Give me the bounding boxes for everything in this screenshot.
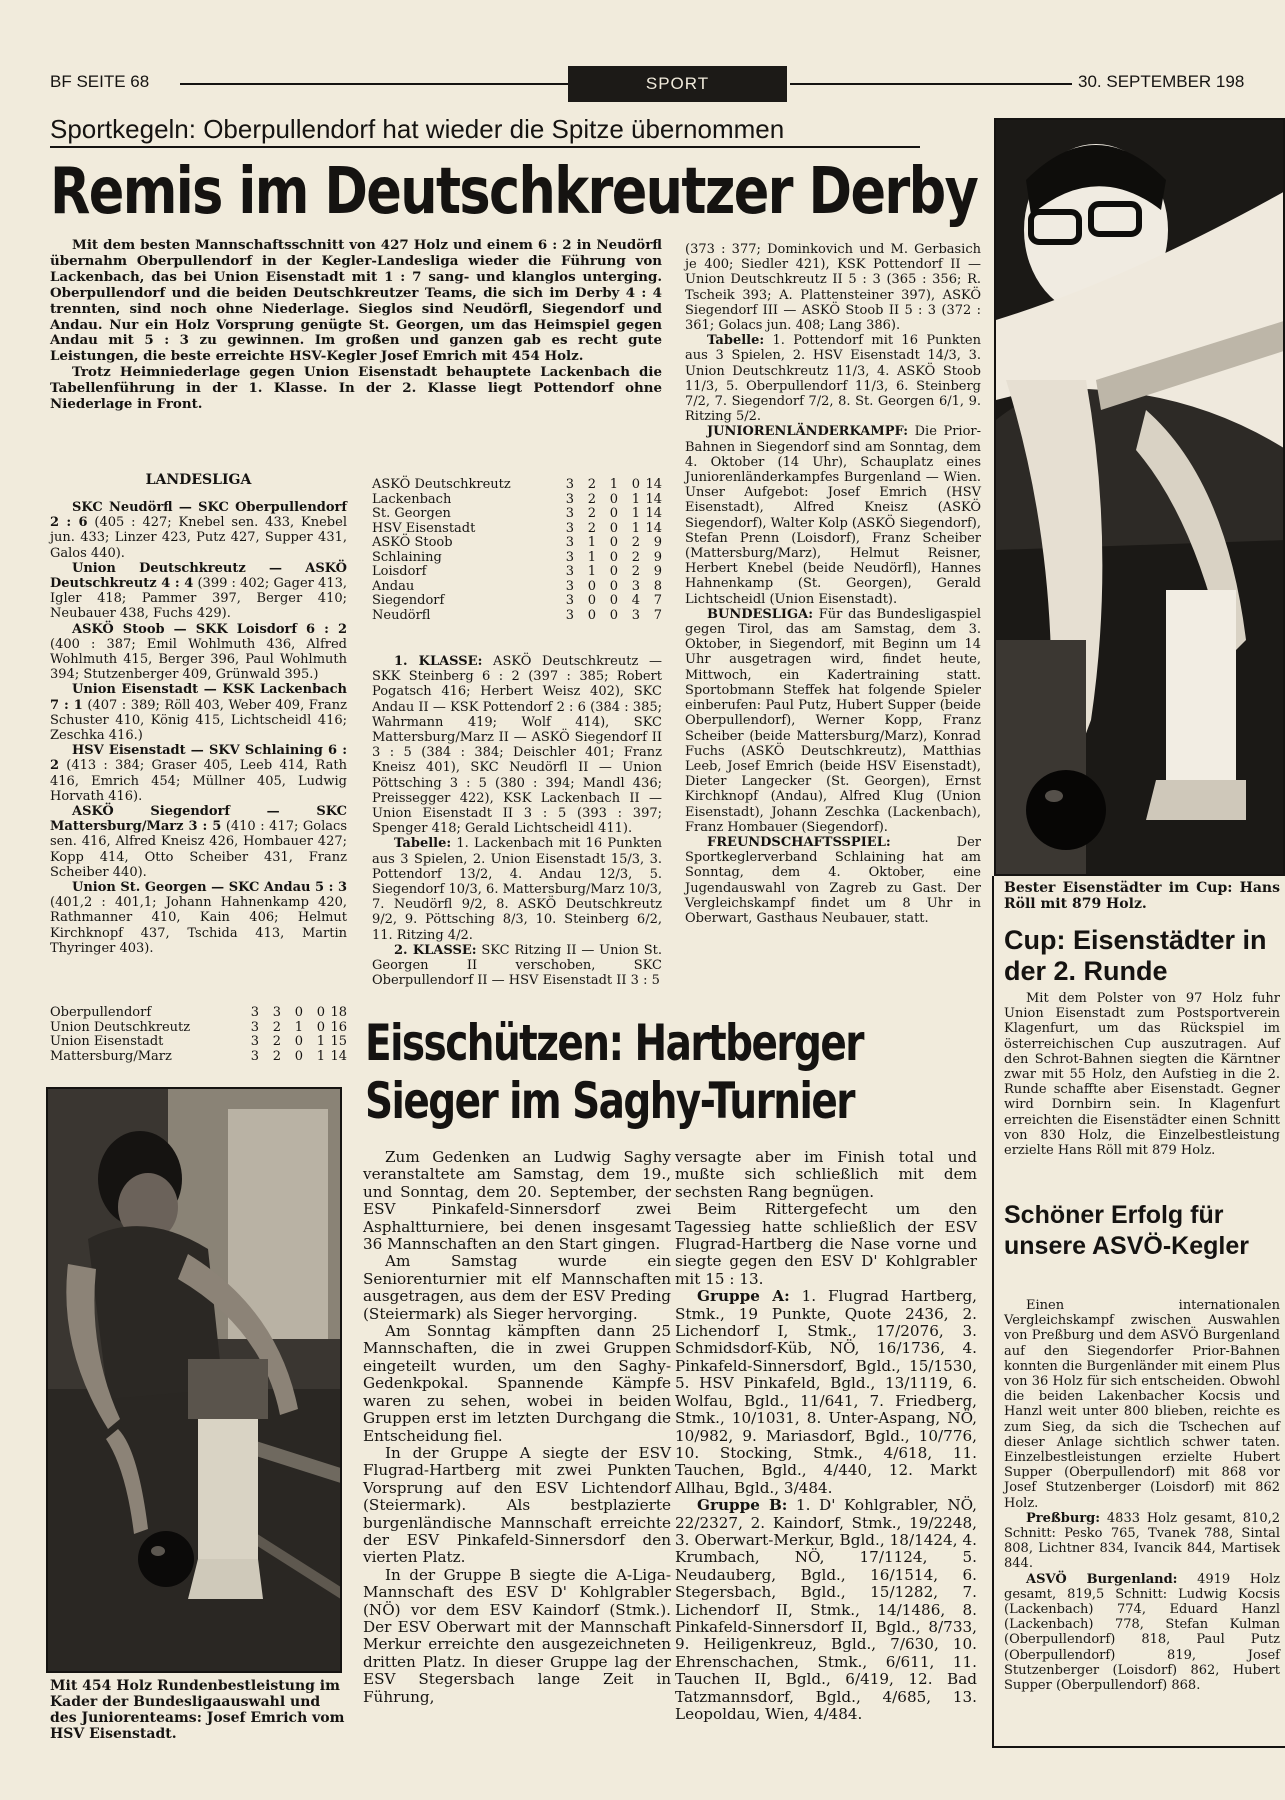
gruppe-a-text: 1. Flugrad Hartberg, Stmk., 19 Punkte, Quote 2436, 2. Lichendorf I, Stmk., 17/2076, 3. Schmidsdorf-Küb, NÖ, 16/1736, 4. Pinkafeld-Sinnersdorf, Bgld., 15/1530, 5. HSV Pinkafeld, Bgld., 13/1119, 6. Wolfau, Bgld., 11/641, 7. Friedberg, Stmk., 10/1031, 8. Unter-Aspang, NÖ, 10/982, 9. Mariasdorf, Bgld., 10/776, 10. Stocking, Stmk., 4/618, 11. Tauchen, Bgld., 4/440, 12. Markt Allhau, Bgld., 3/484. bbox=[675, 1287, 977, 1497]
team-name: Union Deutschkreutz bbox=[50, 1019, 191, 1035]
lead-block bbox=[50, 238, 662, 413]
klasse2-text: SKC Ritzing II — Union St. Georgen II verschoben, SKC Oberpullendorf II — HSV Eisenstadt II 3 : 5 bbox=[372, 942, 662, 989]
standings-row bbox=[372, 551, 662, 566]
standings-value: 3 bbox=[250, 1005, 259, 1020]
standings-value: 16 bbox=[330, 1019, 347, 1035]
team-name: St. Georgen bbox=[372, 506, 451, 521]
team-name: Schlaining bbox=[372, 549, 442, 565]
standings-value: 0 bbox=[294, 1048, 303, 1064]
col3-junioren-text: Die Prior-Bahnen in Siegendorf sind am Sonntag, dem 4. Oktober (14 Uhr), Schauplatz eines Juniorenländerkampfes Burgenland — Wien. Unser Aufgebot: Josef Emrich (HSV Eisenstadt), Alfred Kneisz (ASKÖ Siegendorf), Walter Kolp (ASKÖ Siegendorf), Stefan Prenn (Loisdorf), Franz Scheiber (Mattersburg/Marz), Helmut Reisner, Herbert Knebel (beide Neudörfl), Hannes Hahnenkamp (St. Georgen), Gerald Lichtscheidl (Union Eisenstadt). bbox=[685, 424, 981, 607]
klasse-column bbox=[372, 654, 662, 988]
standings-value: 1 bbox=[587, 549, 596, 565]
standings-value: 2 bbox=[631, 549, 640, 565]
standings-value: 0 bbox=[587, 593, 596, 608]
result-text: (405 : 427; Knebel sen. 433, Knebel jun. 433; Linzer 423, Putz 427, Supper 431, Galos 440). bbox=[50, 515, 347, 561]
standings-value: 1 bbox=[587, 564, 596, 579]
gruppe-a-paragraph bbox=[675, 1288, 977, 1497]
standings-value: 0 bbox=[587, 578, 596, 594]
eis-col2-text-a: versagte aber im Finish total und mußte sich schließlich mit dem sechsten Rang begnügen. bbox=[675, 1148, 977, 1201]
standings-value: 7 bbox=[653, 607, 662, 623]
asvoe-text: Einen internationalen Vergleichskampf zwischen Auswahlen von Preßburg und dem ASVÖ Burgenland auf den Siegendorfer Prior-Bahnen konnten die Burgenländer mit einem Plus von 36 Holz für sich entscheiden. Obwohl die beiden Lakenbacher Kocsis und Hanzl weit unter 800 blieben, reichte es zum Sieg, da sich die Tschechen auf dieser Anlage sichtlich schwer taten. Einzelbestleistungen erzielte Hubert Supper (Oberpullendorf) mit 868 vor Josef Stutzenberger (Loisdorf) mit 862 Holz. bbox=[1004, 1298, 1280, 1511]
standings-value: 2 bbox=[587, 491, 596, 507]
header-rule-left bbox=[180, 83, 568, 85]
result-head: Union St. Georgen — SKC Andau 5 : 3 bbox=[72, 880, 347, 896]
standings-value: 1 bbox=[631, 520, 640, 536]
photo-emrich bbox=[46, 1087, 342, 1673]
gruppe-b-text: 1. D' Kohlgrabler, NÖ, 22/2327, 2. Kaindorf, Stmk., 19/2248, 3. Oberwart-Merkur, Bgld., 18/1424, 4. Krumbach, NÖ, 17/1124, 5. Neudauberg, Bgld., 16/1514, 6. Stegersbach, Bgld., 15/1282, 7. Lichendorf II, Stmk., 14/1486, 8. Pinkafeld-Sinnersdorf II, Bgld., 8/733, 9. Heiligenkreuz, Bgld., 7/630, 10. Ehrenschachen, Stmk., 6/611, 11. Tauchen II, Bgld., 6/419, 12. Bad Tatzmannsdorf, Bgld., 4/685, 13. Leopoldau, Wien, 4/484. bbox=[675, 1496, 977, 1723]
col3-bundesliga-text: Für das Bundesligaspiel gegen Tirol, das am Samstag, dem 3. Oktober, in Siegendorf, mit Beginn um 14 Uhr ausgetragen wird, findet heute, Mittwoch, ein Kadertraining statt. Sportobmann Steffek hat folgende Spieler einberufen: Paul Putz, Hubert Supper (beide Oberpullendorf), Werner Kopp, Franz Scheiber (beide Mattersburg/Marz), Konrad Fuchs (ASKÖ Deutschkreutz), Matthias Leeb, Josef Emrich (beide HSV Eisenstadt), Dieter Langecker (St. Georgen), Ernst Kirchknopf (Andau), Alfred Klug (Union Eisenstadt), Johann Zeschka (Lackenbach), Franz Hombauer (Siegendorf). bbox=[685, 606, 981, 835]
standings-value: 3 bbox=[565, 564, 574, 579]
team-name: Oberpullendorf bbox=[50, 1005, 152, 1020]
standings-row bbox=[50, 1021, 347, 1036]
standings-value: 2 bbox=[587, 506, 596, 521]
page-number: BF SEITE 68 bbox=[50, 72, 150, 91]
standings-value: 18 bbox=[330, 1005, 347, 1020]
photo-emrich-caption: Mit 454 Holz Rundenbestleistung im Kader der Bundesligaauswahl und des Juniorenteams: Josef Emrich vom HSV Eisenstadt. bbox=[50, 1678, 345, 1742]
photo-roell bbox=[994, 118, 1285, 876]
result-text: (413 : 384; Graser 405, Leeb 414, Rath 416, Emrich 454; Müllner 405, Ludwig Horvath 416). bbox=[50, 758, 347, 804]
standings-value: 2 bbox=[272, 1019, 281, 1035]
klasse1-paragraph bbox=[372, 654, 662, 836]
kicker: Sportkegeln: Oberpullendorf hat wieder die Spitze übernommen bbox=[50, 114, 785, 144]
col3-junioren-label: JUNIORENLÄNDERKAMPF: bbox=[707, 424, 909, 440]
standings-row bbox=[50, 1035, 347, 1050]
standings-value: 3 bbox=[565, 520, 574, 536]
standings-value: 14 bbox=[645, 520, 662, 536]
standings-value: 14 bbox=[645, 477, 662, 492]
standings-value: 0 bbox=[587, 607, 596, 623]
standings-value: 15 bbox=[330, 1034, 347, 1049]
col3-table-label: Tabelle: bbox=[707, 333, 765, 349]
standings-row bbox=[372, 478, 662, 493]
standings-value: 7 bbox=[653, 593, 662, 608]
standings-value: 0 bbox=[294, 1005, 303, 1020]
standings-value: 0 bbox=[316, 1005, 325, 1020]
asvoe-bgld-paragraph bbox=[1004, 1572, 1280, 1694]
standings-value: 9 bbox=[653, 535, 662, 550]
standings-value: 0 bbox=[609, 549, 618, 565]
standings-value: 9 bbox=[653, 564, 662, 579]
header-rule-right bbox=[790, 83, 1072, 85]
asvoe-bgld-label: ASVÖ Burgenland: bbox=[1026, 1571, 1178, 1587]
page-date: 30. SEPTEMBER 198 bbox=[1078, 72, 1245, 91]
headline-eisschuetzen-1: Eisschützen: Hartberger bbox=[365, 1014, 863, 1072]
standings-value: 14 bbox=[330, 1048, 347, 1064]
standings-row bbox=[50, 1006, 347, 1021]
team-name: Neudörfl bbox=[372, 607, 431, 623]
standings-table-top bbox=[50, 1006, 347, 1064]
col3-freundschaft-paragraph bbox=[685, 835, 981, 926]
col3-bundesliga-label: BUNDESLIGA: bbox=[707, 606, 813, 622]
standings-value: 9 bbox=[653, 549, 662, 565]
team-name: ASKÖ Stoob bbox=[372, 535, 453, 550]
team-name: Siegendorf bbox=[372, 593, 445, 608]
result-head: HSV Eisenstadt — SKV Schlaining 6 : 2 bbox=[50, 743, 347, 774]
result-paragraph bbox=[50, 500, 347, 561]
landesliga-title: LANDESLIGA bbox=[145, 472, 252, 488]
team-name: Andau bbox=[372, 578, 415, 594]
standings-value: 2 bbox=[587, 477, 596, 492]
team-name: ASKÖ Deutschkreutz bbox=[372, 477, 511, 492]
standings-row bbox=[372, 507, 662, 522]
cup-title: Cup: Eisenstädter in der 2. Runde bbox=[1004, 925, 1267, 986]
result-paragraph bbox=[50, 804, 347, 880]
result-text: (401,2 : 401,1; Johann Hahnenkamp 420, Rathmanner 410, Kain 406; Helmut Kirchknopf 437, Tschida 413, Martin Thyringer 403). bbox=[50, 895, 347, 956]
klasse1-label: 1. KLASSE: bbox=[394, 654, 483, 669]
landesliga-results bbox=[50, 500, 347, 956]
standings-value: 14 bbox=[645, 491, 662, 507]
team-name: Union Eisenstadt bbox=[50, 1034, 164, 1049]
photo-emrich-image bbox=[48, 1089, 342, 1673]
eis-column-2 bbox=[675, 1149, 977, 1723]
eis-paragraph: In der Gruppe A siegte der ESV Flugrad-Hartberg mit zwei Punkten Vorsprung auf den ESV Lichtendorf (Steiermark). Als bestplazierte burgenländische Mannschaft erreichte der ESV Pinkafeld-Sinnersdorf den vierten Platz. bbox=[363, 1443, 671, 1567]
klasse2-label: 2. KLASSE: bbox=[394, 942, 477, 958]
standings-value: 2 bbox=[587, 520, 596, 536]
standings-value: 0 bbox=[609, 564, 618, 579]
standings-value: 2 bbox=[272, 1034, 281, 1049]
standings-value: 14 bbox=[645, 506, 662, 521]
section-label bbox=[570, 68, 785, 100]
result-text: (400 : 387; Emil Wohlmuth 436, Alfred Wohlmuth 415, Berger 396, Paul Wohlmuth 394; Stutzenberger 409, Grünwald 395.) bbox=[50, 636, 347, 683]
right-column-bottom-rule bbox=[992, 1746, 1285, 1748]
eis-col2-text-b: Beim Rittergefecht um den Tagessieg hatte schließlich der ESV Flugrad-Hartberg die Nase vorne und siegte gegen den ESV D' Kohlgrabler mit 15 : 13. bbox=[675, 1200, 977, 1288]
standings-value: 3 bbox=[272, 1005, 281, 1020]
standings-value: 3 bbox=[631, 578, 640, 594]
standings-value: 0 bbox=[609, 520, 618, 536]
standings-row bbox=[372, 536, 662, 551]
standings-value: 1 bbox=[316, 1048, 325, 1064]
standings-value: 1 bbox=[294, 1019, 303, 1035]
standings-row bbox=[372, 522, 662, 537]
standings-value: 1 bbox=[631, 506, 640, 521]
result-text: (407 : 389; Röll 403, Weber 409, Franz Schuster 410, König 415, Lichtscheidl 416; Zeschka 416.) bbox=[50, 697, 347, 744]
eis-paragraph: In der Gruppe B siegte die A-Liga-Mannschaft des ESV D' Kohlgrabler (NÖ) vor dem ESV Kaindorf (Stmk.). Der ESV Oberwart mit der Mannschaft Merkur erreichte den ausgezeichneten dritten Platz. In dieser Gruppe lag der ESV Stegersbach lange Zeit in Führung, bbox=[363, 1565, 671, 1706]
lead-paragraph: Mit dem besten Mannschaftsschnitt von 427 Holz und einem 6 : 2 in Neudörfl übernahm Oberpullendorf in der Kegler-Landesliga wieder die Führung von Lackenbach, das bei Union Eisenstadt mit 1 : 7 sang- und klanglos unterging. Oberpullendorf und die beiden Deutschkreutzer Teams, die sich im Derby 4 : 4 trennten, sind noch ohne Niederlage. Sieglos sind Neudörfl, Siegendorf und Andau. Nur ein Holz Vorsprung genügte St. Georgen, um das Heimspiel gegen Andau mit 5 : 3 zu gewinnen. Im großen und ganzen gab es recht gute Leistungen, die beste erreichte HSV-Kegler Josef Emrich mit 454 Holz. bbox=[50, 237, 662, 365]
standings-value: 1 bbox=[609, 477, 618, 492]
gruppe-a-label: Gruppe A: bbox=[697, 1287, 790, 1306]
standings-value: 3 bbox=[250, 1034, 259, 1049]
result-head: ASKÖ Siegendorf — SKC Mattersburg/Marz 3 : 5 bbox=[50, 804, 347, 835]
asvoe-body bbox=[1004, 1298, 1280, 1693]
standings-value: 3 bbox=[250, 1019, 259, 1035]
standings-value: 0 bbox=[631, 477, 640, 492]
standings-value: 0 bbox=[316, 1019, 325, 1035]
standings-value: 3 bbox=[565, 593, 574, 608]
standings-value: 3 bbox=[565, 535, 574, 550]
result-paragraph bbox=[50, 743, 347, 804]
col3-table-text: 1. Pottendorf mit 16 Punkten aus 3 Spielen, 2. HSV Eisenstadt 14/3, 3. Union Deutschkreutz 11/3, 4. ASKÖ Stoob 11/3, 5. Oberpullendorf 11/3, 6. Steinberg 7/2, 7. Siegendorf 7/2, 8. St. Georgen 6/1, 9. Ritzing 5/2. bbox=[685, 333, 981, 425]
standings-row bbox=[372, 493, 662, 508]
standings-value: 0 bbox=[609, 535, 618, 550]
col3-block bbox=[685, 242, 981, 926]
standings-value: 3 bbox=[250, 1048, 259, 1064]
standings-row bbox=[372, 609, 662, 624]
standings-row bbox=[50, 1050, 347, 1065]
result-text: (410 : 417; Golacs sen. 416, Alfred Kneisz 426, Hombauer 427; Kopp 414, Otto Scheiber 431, Franz Scheiber 440). bbox=[50, 819, 347, 880]
result-text: (399 : 402; Gager 413, Igler 418; Pammer 397, Berger 410; Neubauer 438, Fuchs 429). bbox=[50, 576, 347, 622]
headline-remis: Remis im Deutschkreutzer Derby bbox=[50, 155, 978, 229]
pressburg-text: 4833 Holz gesamt, 810,2 Schnitt: Pesko 765, Tvanek 788, Sintal 808, Lichtner 834, Ivancik 844, Martisek 844. bbox=[1004, 1510, 1280, 1572]
standings-value: 8 bbox=[653, 578, 662, 594]
headline-eisschuetzen-2: Sieger im Saghy-Turnier bbox=[365, 1072, 854, 1130]
landesliga-column bbox=[50, 472, 347, 956]
gruppe-b-paragraph bbox=[675, 1497, 977, 1723]
pressburg-label: Preßburg: bbox=[1026, 1510, 1101, 1526]
standings-value: 3 bbox=[565, 491, 574, 507]
result-head: ASKÖ Stoob — SKK Loisdorf 6 : 2 bbox=[72, 621, 347, 637]
standings-value: 0 bbox=[609, 607, 618, 623]
eis-paragraph: Zum Gedenken an Ludwig Saghy veranstaltete am Samstag, dem 19., und Sonntag, dem 20. September, der ESV Pinkafeld-Sinnersdorf zwei Asphaltturniere, bei denen insgesamt 36 Mannschaften an den Start gingen. bbox=[363, 1148, 671, 1254]
klasse1-table-label: Tabelle: bbox=[394, 836, 452, 852]
section-text: SPORT bbox=[645, 74, 710, 93]
team-name: Lackenbach bbox=[372, 491, 452, 507]
result-paragraph bbox=[50, 880, 347, 956]
standings-value: 0 bbox=[294, 1034, 303, 1049]
asvoe-bgld-text: 4919 Holz gesamt, 819,5 Schnitt: Ludwig Kocsis (Lackenbach) 774, Eduard Hanzl (Lackenbach) 778, Stefan Kulman (Oberpullendorf) 818, Paul Putz (Oberpullendorf) 819, Josef Stutzenberger (Loisdorf) 862, Hubert Supper (Oberpullendorf) 868. bbox=[1004, 1571, 1280, 1694]
standings-value: 1 bbox=[587, 535, 596, 550]
standings-row bbox=[372, 565, 662, 580]
standings-value: 1 bbox=[631, 491, 640, 507]
col3-freundschaft-label: FREUNDSCHAFTSSPIEL: bbox=[707, 834, 891, 850]
standings-value: 3 bbox=[565, 506, 574, 521]
standings-value: 3 bbox=[565, 607, 574, 623]
result-paragraph bbox=[50, 622, 347, 683]
team-name: Loisdorf bbox=[372, 564, 427, 579]
klasse1-table-paragraph bbox=[372, 836, 662, 942]
standings-value: 1 bbox=[316, 1034, 325, 1049]
standings-row bbox=[372, 594, 662, 609]
asvoe-title: Schöner Erfolg für unsere ASVÖ-Kegler bbox=[1004, 1201, 1249, 1260]
gruppe-b-label: Gruppe B: bbox=[697, 1496, 788, 1515]
team-name: HSV Eisenstadt bbox=[372, 520, 476, 536]
standings-value: 3 bbox=[565, 549, 574, 565]
col3-freundschaft-text: Der Sportkeglerverband Schlaining hat am Sonntag, dem 4. Oktober, eine Jugendauswahl von Zagreb zu Gast. Der Vergleichskampf findet um 8 Uhr in Oberwart, Gasthaus Neubauer, statt. bbox=[685, 834, 981, 926]
result-paragraph bbox=[50, 682, 347, 743]
klasse1-table-text: 1. Lackenbach mit 16 Punkten aus 3 Spielen, 2. Union Eisenstadt 15/3, 3. Pottendorf 13/2, 4. Andau 12/3, 5. Siegendorf 10/3, 6. Mattersburg/Marz 10/3, 7. Neudörfl 9/2, 8. ASKÖ Deutschkreutz 9/2, 9. Pöttsching 8/3, 10. Steinberg 6/2, 11. Ritzing 4/2. bbox=[372, 836, 662, 943]
standings-value: 0 bbox=[609, 578, 618, 594]
standings-value: 3 bbox=[565, 477, 574, 492]
col3-junioren-paragraph bbox=[685, 424, 981, 606]
landesliga-table-top bbox=[50, 1006, 347, 1064]
photo-roell-caption: Bester Eisenstädter im Cup: Hans Röll mit 879 Holz. bbox=[1004, 880, 1280, 912]
result-head: SKC Neudörfl — SKC Oberpullendorf 2 : 6 bbox=[50, 500, 347, 531]
photo-roell-image bbox=[996, 120, 1285, 876]
lead-paragraph-2: Trotz Heimniederlage gegen Union Eisenstadt behauptete Lackenbach die Tabellenführung in der 1. Klasse. In der 2. Klasse liegt Pottendorf ohne Niederlage in Front. bbox=[50, 364, 662, 413]
result-paragraph bbox=[50, 561, 347, 622]
col3-top-text: (373 : 377; Dominkovich und M. Gerbasich je 400; Siedler 421), KSK Pottendorf II — Union Deutschkreutz II 5 : 3 (365 : 356; R. Tscheik 393; A. Plattensteiner 397), ASKÖ Siegendorf III — ASKÖ Stoob II 5 : 3 (372 : 361; Golacs jun. 408; Lang 386). bbox=[685, 242, 981, 334]
klasse1-text: ASKÖ Deutschkreutz — SKK Steinberg 6 : 2 (397 : 385; Robert Pogatsch 416; Herbert Weisz 402), SKC Andau II — KSK Pottendorf 2 : 6 (384 : 385; Wahrmann 419; Wolf 414), SKC Mattersburg/Marz II — ASKÖ Siegendorf II 3 : 5 (384 : 384; Deischler 401; Franz Kneisz 401), SKC Neudörfl II — Union Pöttsching 3 : 5 (380 : 394; Mandl 436; Preissegger 422), KSK Lackenbach II — Union Eisenstadt II 3 : 5 (393 : 397; Spenger 418; Gerald Lichtscheidl 411). bbox=[372, 654, 662, 837]
col3-table-paragraph bbox=[685, 333, 981, 424]
standings-value: 3 bbox=[565, 578, 574, 594]
standings-value: 0 bbox=[609, 491, 618, 507]
cup-text: Mit dem Polster von 97 Holz fuhr Union Eisenstadt zum Postsportverein Klagenfurt, um das Rückspiel im österreichischen Cup auszutragen. Auf den Schrot-Bahnen siegten die Kärntner zwar mit 55 Holz, den Aufstieg in die 2. Runde schaffte aber Eisenstadt. Gegner wird Dornbirn sein. In Klagenfurt erreichten die Eisenstädter einen Schnitt von 830 Holz, die Einzelbestleistung erzielte Hans Röll mit 879 Holz. bbox=[1004, 991, 1280, 1159]
eis-col1-paragraphs bbox=[363, 1149, 671, 1706]
standings-table-rest bbox=[372, 478, 662, 623]
result-head: Union Eisenstadt — KSK Lackenbach 7 : 1 bbox=[50, 682, 347, 713]
kicker-rule bbox=[50, 146, 920, 148]
eis-paragraph: Am Samstag wurde ein Seniorenturnier mit elf Mannschaften ausgetragen, aus dem der ESV Preding (Steiermark) als Sieger hervorging. bbox=[363, 1252, 671, 1323]
eis-column-1 bbox=[363, 1149, 671, 1706]
standings-value: 2 bbox=[631, 564, 640, 579]
pressburg-paragraph bbox=[1004, 1511, 1280, 1572]
right-column-border bbox=[992, 876, 994, 1748]
standings-value: 2 bbox=[272, 1048, 281, 1064]
standings-value: 0 bbox=[609, 593, 618, 608]
standings-value: 3 bbox=[631, 607, 640, 623]
standings-value: 4 bbox=[631, 593, 640, 608]
standings-value: 2 bbox=[631, 535, 640, 550]
team-name: Mattersburg/Marz bbox=[50, 1048, 172, 1064]
standings-row bbox=[372, 580, 662, 595]
result-head: Union Deutschkreutz — ASKÖ Deutschkreutz 4 : 4 bbox=[50, 560, 347, 592]
col3-bundesliga-paragraph bbox=[685, 607, 981, 835]
landesliga-table-rest bbox=[372, 478, 662, 623]
cup-body bbox=[1004, 991, 1280, 1158]
eis-paragraph: Am Sonntag kämpften dann 25 Mannschaften, die in zwei Gruppen eingeteilt wurden, um den Saghy-Gedenkpokal. Spannende Kämpfe waren zu sehen, wobei in beiden Gruppen erst im letzten Durchgang die Entscheidung fiel. bbox=[363, 1322, 671, 1445]
standings-value: 0 bbox=[609, 506, 618, 521]
klasse2-paragraph bbox=[372, 943, 662, 989]
